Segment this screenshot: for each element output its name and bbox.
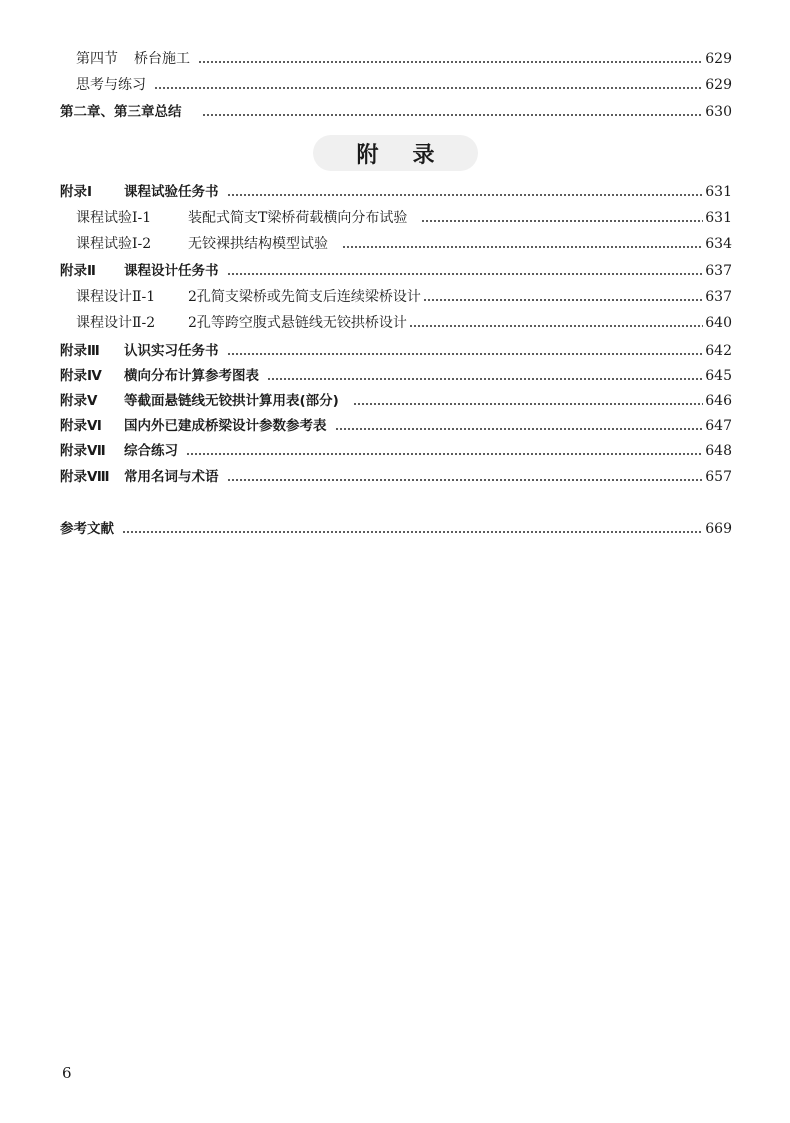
leader-dots — [154, 87, 703, 89]
toc-entry-number: 课程试验Ⅰ-1 — [76, 210, 152, 226]
leader-dots — [423, 299, 703, 301]
toc-entry-page: 631 — [705, 210, 732, 226]
toc-entry[interactable] — [60, 415, 732, 437]
toc-entry-title: 桥台施工 — [134, 51, 190, 67]
toc-entry-page: 637 — [705, 289, 732, 305]
toc-entry-title: 横向分布计算参考图表 — [124, 368, 259, 384]
toc-entry-number: 附录Ⅰ — [60, 184, 93, 200]
leader-dots — [186, 453, 703, 455]
toc-entry-title: 综合练习 — [124, 443, 178, 459]
toc-entry-title: 2孔等跨空腹式悬链线无铰拱桥设计 — [188, 315, 407, 331]
leader-dots — [267, 378, 703, 380]
toc-entry-page: 629 — [705, 77, 732, 93]
toc-entry[interactable] — [76, 233, 732, 255]
toc-entry-number: 附录Ⅱ — [60, 263, 96, 279]
toc-entry-title: 思考与练习 — [76, 77, 146, 93]
toc-entry[interactable] — [60, 260, 732, 282]
toc-entry-page: 634 — [705, 236, 732, 252]
toc-entry-page: 657 — [705, 469, 732, 485]
toc-entry-title: 第二章、第三章总结 — [60, 104, 182, 120]
toc-entry-title: 等截面悬链线无铰拱计算用表(部分) — [124, 393, 339, 409]
leader-dots — [227, 479, 704, 481]
toc-entry-page: 629 — [705, 51, 732, 67]
leader-dots — [335, 428, 704, 430]
toc-entry[interactable] — [76, 48, 732, 70]
appendix-heading: 附录 — [313, 135, 478, 171]
toc-entry-page: 669 — [705, 521, 732, 537]
toc-entry-title: 无铰裸拱结构模型试验 — [188, 236, 328, 252]
toc-entry-page: 647 — [705, 418, 732, 434]
toc-entry-title: 参考文献 — [60, 521, 114, 537]
toc-entry-page: 646 — [705, 393, 732, 409]
toc-entry-page: 637 — [705, 263, 732, 279]
toc-entry-number: 课程设计Ⅱ-1 — [76, 289, 156, 305]
toc-entry-number: 附录Ⅷ — [60, 469, 110, 485]
toc-entry-number: 附录Ⅲ — [60, 343, 100, 359]
toc-entry-page: 648 — [705, 443, 732, 459]
toc-entry-title: 国内外已建成桥梁设计参数参考表 — [124, 418, 327, 434]
toc-entry-number: 附录Ⅶ — [60, 443, 106, 459]
toc-entry-title: 课程设计任务书 — [124, 263, 219, 279]
leader-dots — [198, 61, 703, 63]
toc-entry[interactable] — [60, 340, 732, 362]
page-number: 6 — [62, 1064, 72, 1082]
toc-entry-page: 631 — [705, 184, 732, 200]
toc-entry-number: 第四节 — [76, 51, 118, 67]
leader-dots — [342, 246, 703, 248]
toc-entry[interactable] — [60, 101, 732, 123]
toc-entry[interactable] — [60, 440, 732, 462]
leader-dots — [122, 531, 703, 533]
toc-entry-title: 课程试验任务书 — [124, 184, 219, 200]
toc-entry-title: 常用名词与术语 — [124, 469, 219, 485]
toc-entry-number: 课程试验Ⅰ-2 — [76, 236, 152, 252]
leader-dots — [421, 220, 703, 222]
toc-entry-title: 2孔简支梁桥或先简支后连续梁桥设计 — [188, 289, 421, 305]
toc-entry[interactable] — [76, 207, 732, 229]
toc-entry-page: 630 — [705, 104, 732, 120]
toc-entry-number: 附录Ⅴ — [60, 393, 98, 409]
toc-entry-number: 附录Ⅳ — [60, 368, 102, 384]
leader-dots — [227, 353, 704, 355]
leader-dots — [227, 273, 704, 275]
toc-entry-number: 附录Ⅵ — [60, 418, 102, 434]
toc-entry-references[interactable] — [60, 518, 732, 540]
toc-entry-number: 课程设计Ⅱ-2 — [76, 315, 156, 331]
leader-dots — [202, 114, 704, 116]
toc-entry-title: 认识实习任务书 — [124, 343, 219, 359]
toc-entry[interactable] — [60, 181, 732, 203]
toc-entry-page: 640 — [705, 315, 732, 331]
toc-entry[interactable] — [60, 466, 732, 488]
toc-entry-title: 装配式简支T梁桥荷载横向分布试验 — [188, 210, 408, 226]
leader-dots — [409, 325, 703, 327]
toc-entry[interactable] — [60, 390, 732, 412]
toc-entry[interactable] — [60, 365, 732, 387]
toc-entry-page: 642 — [705, 343, 732, 359]
toc-entry[interactable] — [76, 74, 732, 96]
toc-entry-page: 645 — [705, 368, 732, 384]
toc-entry[interactable] — [76, 312, 732, 334]
toc-entry[interactable] — [76, 286, 732, 308]
leader-dots — [227, 194, 704, 196]
leader-dots — [353, 403, 703, 405]
